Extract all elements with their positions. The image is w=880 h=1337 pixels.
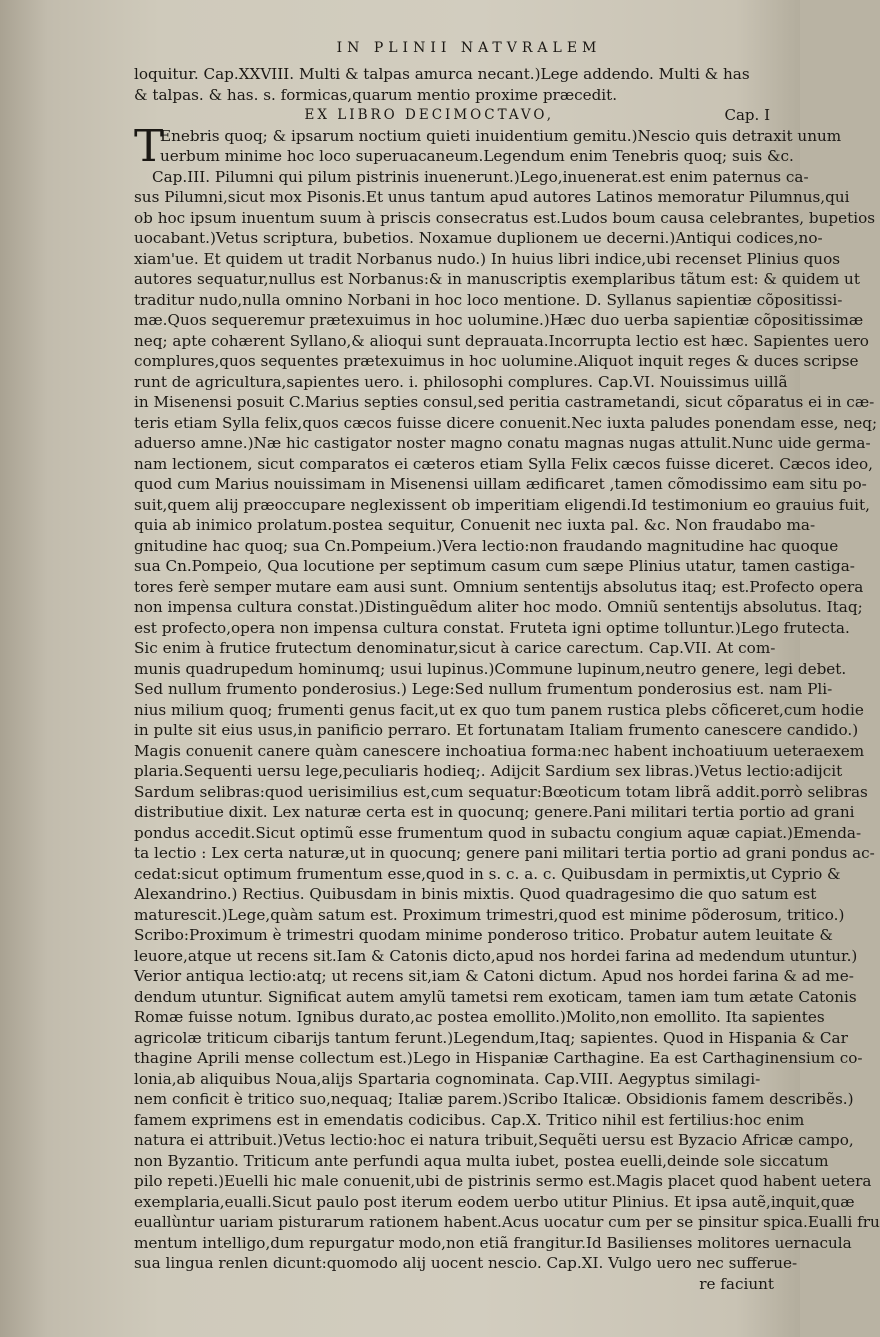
text-line: distributiue dixit. Lex naturæ certa est in quocunq; genere.Pani militari tertia portio ad grani (134, 803, 855, 821)
text-line: exemplaria,eualli.Sicut paulo post iterum eodem uerbo utitur Plinius. Et ipsa autẽ,inquit,quæ (134, 1192, 855, 1211)
text-line: neq; apte cohærent Syllano,& alioqui sunt deprauata.Incorrupta lectio est hæc. Sapientes uero (134, 331, 869, 350)
text-line: agricolæ triticum cibarijs tantum ferunt.)Legendum,Itaq; sapientes. Quod in Hispania & Car (134, 1028, 848, 1047)
text-line: in pulte sit eius usus,in panificio perraro. Et fortunatam Italiam frumento canescere candido.) (134, 721, 859, 739)
text-line: pondus accedit.Sicut optimũ esse frumentum quod in subactu congium aquæ capiat.)Emenda- (134, 823, 862, 842)
text-line: Romæ fuisse notum. Ignibus durato,ac postea emollito.)Molito,non emollito. Ita sapientes (134, 1008, 825, 1026)
text-line: sua lingua renlen dicunt:quomodo alij uocent nescio. Cap.XI. Vulgo uero nec sufferue- (134, 1254, 798, 1272)
text-line: nius milium quoq; frumenti genus facit,ut ex quo tum panem rustica plebs cõficeret,cum hodie (134, 700, 864, 719)
text-line: plaria.Sequenti uersu lege,peculiaris hodieq;. Adijcit Sardium sex libras.)Vetus lectio:adijcit (134, 762, 843, 780)
text-line: Enebris quoq; & ipsarum noctium quieti inuidentium gemitu.)Nescio quis detraxit unum (160, 126, 842, 145)
running-head: IN PLINII NATVRALEM (336, 40, 602, 56)
dropcap-paragraph (134, 120, 842, 172)
text-line: teris etiam Sylla felix,quos cæcos fuisse dicere conuenit.Nec iuxta paludes ponendam esse, neq; (134, 413, 878, 432)
text-line: Magis conuenit canere quàm canescere inchoatiua forma:nec habent inchoatiuum ueteraexem (134, 741, 865, 760)
text-line: dendum utuntur. Significat autem amylũ tametsi rem exoticam, tamen iam tum ætate Catonis (134, 987, 857, 1006)
dropcap-lines (134, 120, 842, 172)
text-line: uerbum minime hoc loco superuacaneum.Legendum enim Tenebris quoq; suis &c. (160, 147, 794, 165)
text-line: natura ei attribuit.)Vetus lectio:hoc ei natura tribuit,Sequẽti uersu est Byzacio Africæ campo, (134, 1131, 854, 1149)
text-line: Cap.III. Pilumni qui pilum pistrinis inuenerunt.)Lego,inuenerat.est enim paternus ca- (152, 167, 809, 186)
text-line: Sic enim à frutice frutectum denominatur,sicut à carice carectum. Cap.VII. At com- (134, 639, 776, 657)
text-line: Scribo:Proximum è trimestri quodam minime ponderoso tritico. Probatur autem leuitate & (134, 926, 833, 944)
text-line: aduerso amne.)Næ hic castigator noster magno conatu magnas nugas attulit.Nunc uide germa- (134, 434, 871, 452)
section-cap: Cap. I (724, 106, 770, 124)
text-line: Verior antiqua lectio:atq; ut recens sit,iam & Catoni dictum. Apud nos hordei farina & ad me- (134, 967, 854, 985)
text-line: lonia,ab aliquibus Noua,alijs Spartaria cognominata. Cap.VIII. Aegyptus similagi- (134, 1069, 761, 1088)
text-line: maturescit.)Lege,quàm satum est. Proximum trimestri,quod est minime põderosum, tritico.) (134, 905, 845, 924)
text-line: quod cum Marius nouissimam in Misenensi uillam ædificaret ,tamen cõmodissimo eam situ po- (134, 475, 867, 493)
text-line: quia ab inimico prolatum.postea sequitur, Conuenit nec iuxta pal. &c. Non fraudabo ma- (134, 516, 816, 534)
text-line: ta lectio : Lex certa naturæ,ut in quocunq; genere pani militari tertia portio ad grani pondus ac- (134, 844, 875, 862)
text-line: thagine Aprili mense collectum est.)Lego in Hispaniæ Carthagine. Ea est Carthaginensium co- (134, 1049, 863, 1067)
text-line: & talpas. & has. s. formicas,quarum mentio proxime præcedit. (134, 85, 618, 104)
text-line: non Byzantio. Triticum ante perfundi aqua multa iubet, postea euelli,deinde sole siccatum (134, 1151, 829, 1170)
text-line: traditur nudo,nulla omnino Norbani in hoc loco mentione. D. Syllanus sapientiæ cõpositissi- (134, 290, 843, 309)
text-line: est profecto,opera non impensa cultura constat. Fruteta igni optime tolluntur.)Lego frutecta. (134, 618, 850, 637)
text-line: mentum intelligo,dum repurgatur modo,non etiã frangitur.Id Basilienses molitores uernacula (134, 1233, 852, 1252)
text-line: euallùntur uariam pisturarum rationem habent.Acus uocatur cum per se pinsitur spica.Eualli fru (134, 1213, 880, 1231)
drop-capital: T (134, 120, 164, 172)
text-line: non impensa cultura constat.)Distinguẽdum aliter hoc modo. Omniũ sententijs absolutus. Itaq; (134, 598, 863, 616)
text-line: xiam'ue. Et quidem ut tradit Norbanus nudo.) In huius libri indice,ubi recenset Plinius quos (134, 249, 841, 268)
text-line: Sed nullum frumento ponderosius.) Lege:Sed nullum frumentum ponderosius est. nam Pli- (134, 680, 833, 698)
text-line: tores ferè semper mutare eam ausi sunt. Omnium sententijs absolutus itaq; est.Profecto opera (134, 577, 864, 596)
text-line: Alexandrino.) Rectius. Quibusdam in binis mixtis. Quod quadragesimo die quo satum est (134, 885, 817, 903)
section-heading (134, 105, 774, 126)
text-line: sus Pilumni,sicut mox Pisonis.Et unus tantum apud autores Latinos memoratur Pilumnus,qui (134, 188, 850, 206)
body-lines (134, 167, 880, 1274)
text-line: famem exprimens est in emendatis codicibus. Cap.X. Tritico nihil est fertilius:hoc enim (134, 1110, 805, 1129)
text-line: nem conficit è tritico suo,nequaq; Italiæ parem.)Scribo Italicæ. Obsidionis famem describẽs.) (134, 1090, 854, 1108)
text-line: suit,quem alij præoccupare neglexissent ob imperitiam eligendi.Id testimonium eo grauius fuit, (134, 495, 870, 514)
text-line: ob hoc ipsum inuentum suum à priscis consecratus est.Ludos boum causa celebrantes, bupetios (134, 208, 876, 227)
section-title: EX LIBRO DECIMOCTAVO, (304, 107, 554, 123)
text-line: runt de agricultura,sapientes uero. i. philosophi complures. Cap.VI. Nouissimus uillã (134, 372, 788, 391)
text-line: leuore,atque ut recens sit.Iam & Catonis dicto,apud nos hordei farina ad medendum utuntur.) (134, 946, 858, 965)
text-line: Sardum selibras:quod uerisimilius est,cum sequatur:Bœoticum totam librã addit.porrò selibras (134, 782, 868, 801)
catchword: re faciunt (699, 1274, 774, 1293)
text-line: sua Cn.Pompeio, Qua locutione per septimum casum cum sæpe Plinius utatur, tamen castiga- (134, 557, 855, 575)
text-line: loquitur. Cap.XXVIII. Multi & talpas amurca necant.)Lege addendo. Multi & has (134, 65, 750, 83)
text-line: complures,quos sequentes prætexuimus in hoc uolumine.Aliquot inquit reges & duces scripse (134, 352, 859, 370)
text-line: gnitudine hac quoq; sua Cn.Pompeium.)Vera lectio:non fraudando magnitudine hac quoque (134, 536, 839, 555)
text-line: autores sequatur,nullus est Norbanus:& in manuscriptis exemplaribus tãtum est: & quidem ut (134, 270, 860, 288)
text-line: in Misenensi posuit C.Marius septies consul,sed peritia castrametandi, sicut cõparatus ei in cæ- (134, 393, 875, 411)
text-block (134, 38, 880, 1294)
text-line: uocabant.)Vetus scriptura, bubetios. Noxamue duplionem ue decerni.)Antiqui codices,no- (134, 229, 823, 247)
text-line: nam lectionem, sicut comparatos ei cæteros etiam Sylla Felix cæcos fuisse diceret. Cæcos ideo, (134, 454, 873, 473)
text-line: munis quadrupedum hominumq; usui lupinus.)Commune lupinum,neutro genere, legi debet. (134, 659, 847, 678)
text-line: mæ.Quos sequeremur prætexuimus in hoc uolumine.)Hæc duo uerba sapientiæ cõpositissimæ (134, 311, 864, 329)
text-line: cedat:sicut optimum frumentum esse,quod in s. c. a. c. Quibusdam in permixtis,ut Cyprio & (134, 864, 841, 883)
intro-lines (134, 64, 774, 105)
text-line: pilo repeti.)Euelli hic male conuenit,ubi de pistrinis sermo est.Magis placet quod habent uetera (134, 1172, 872, 1190)
